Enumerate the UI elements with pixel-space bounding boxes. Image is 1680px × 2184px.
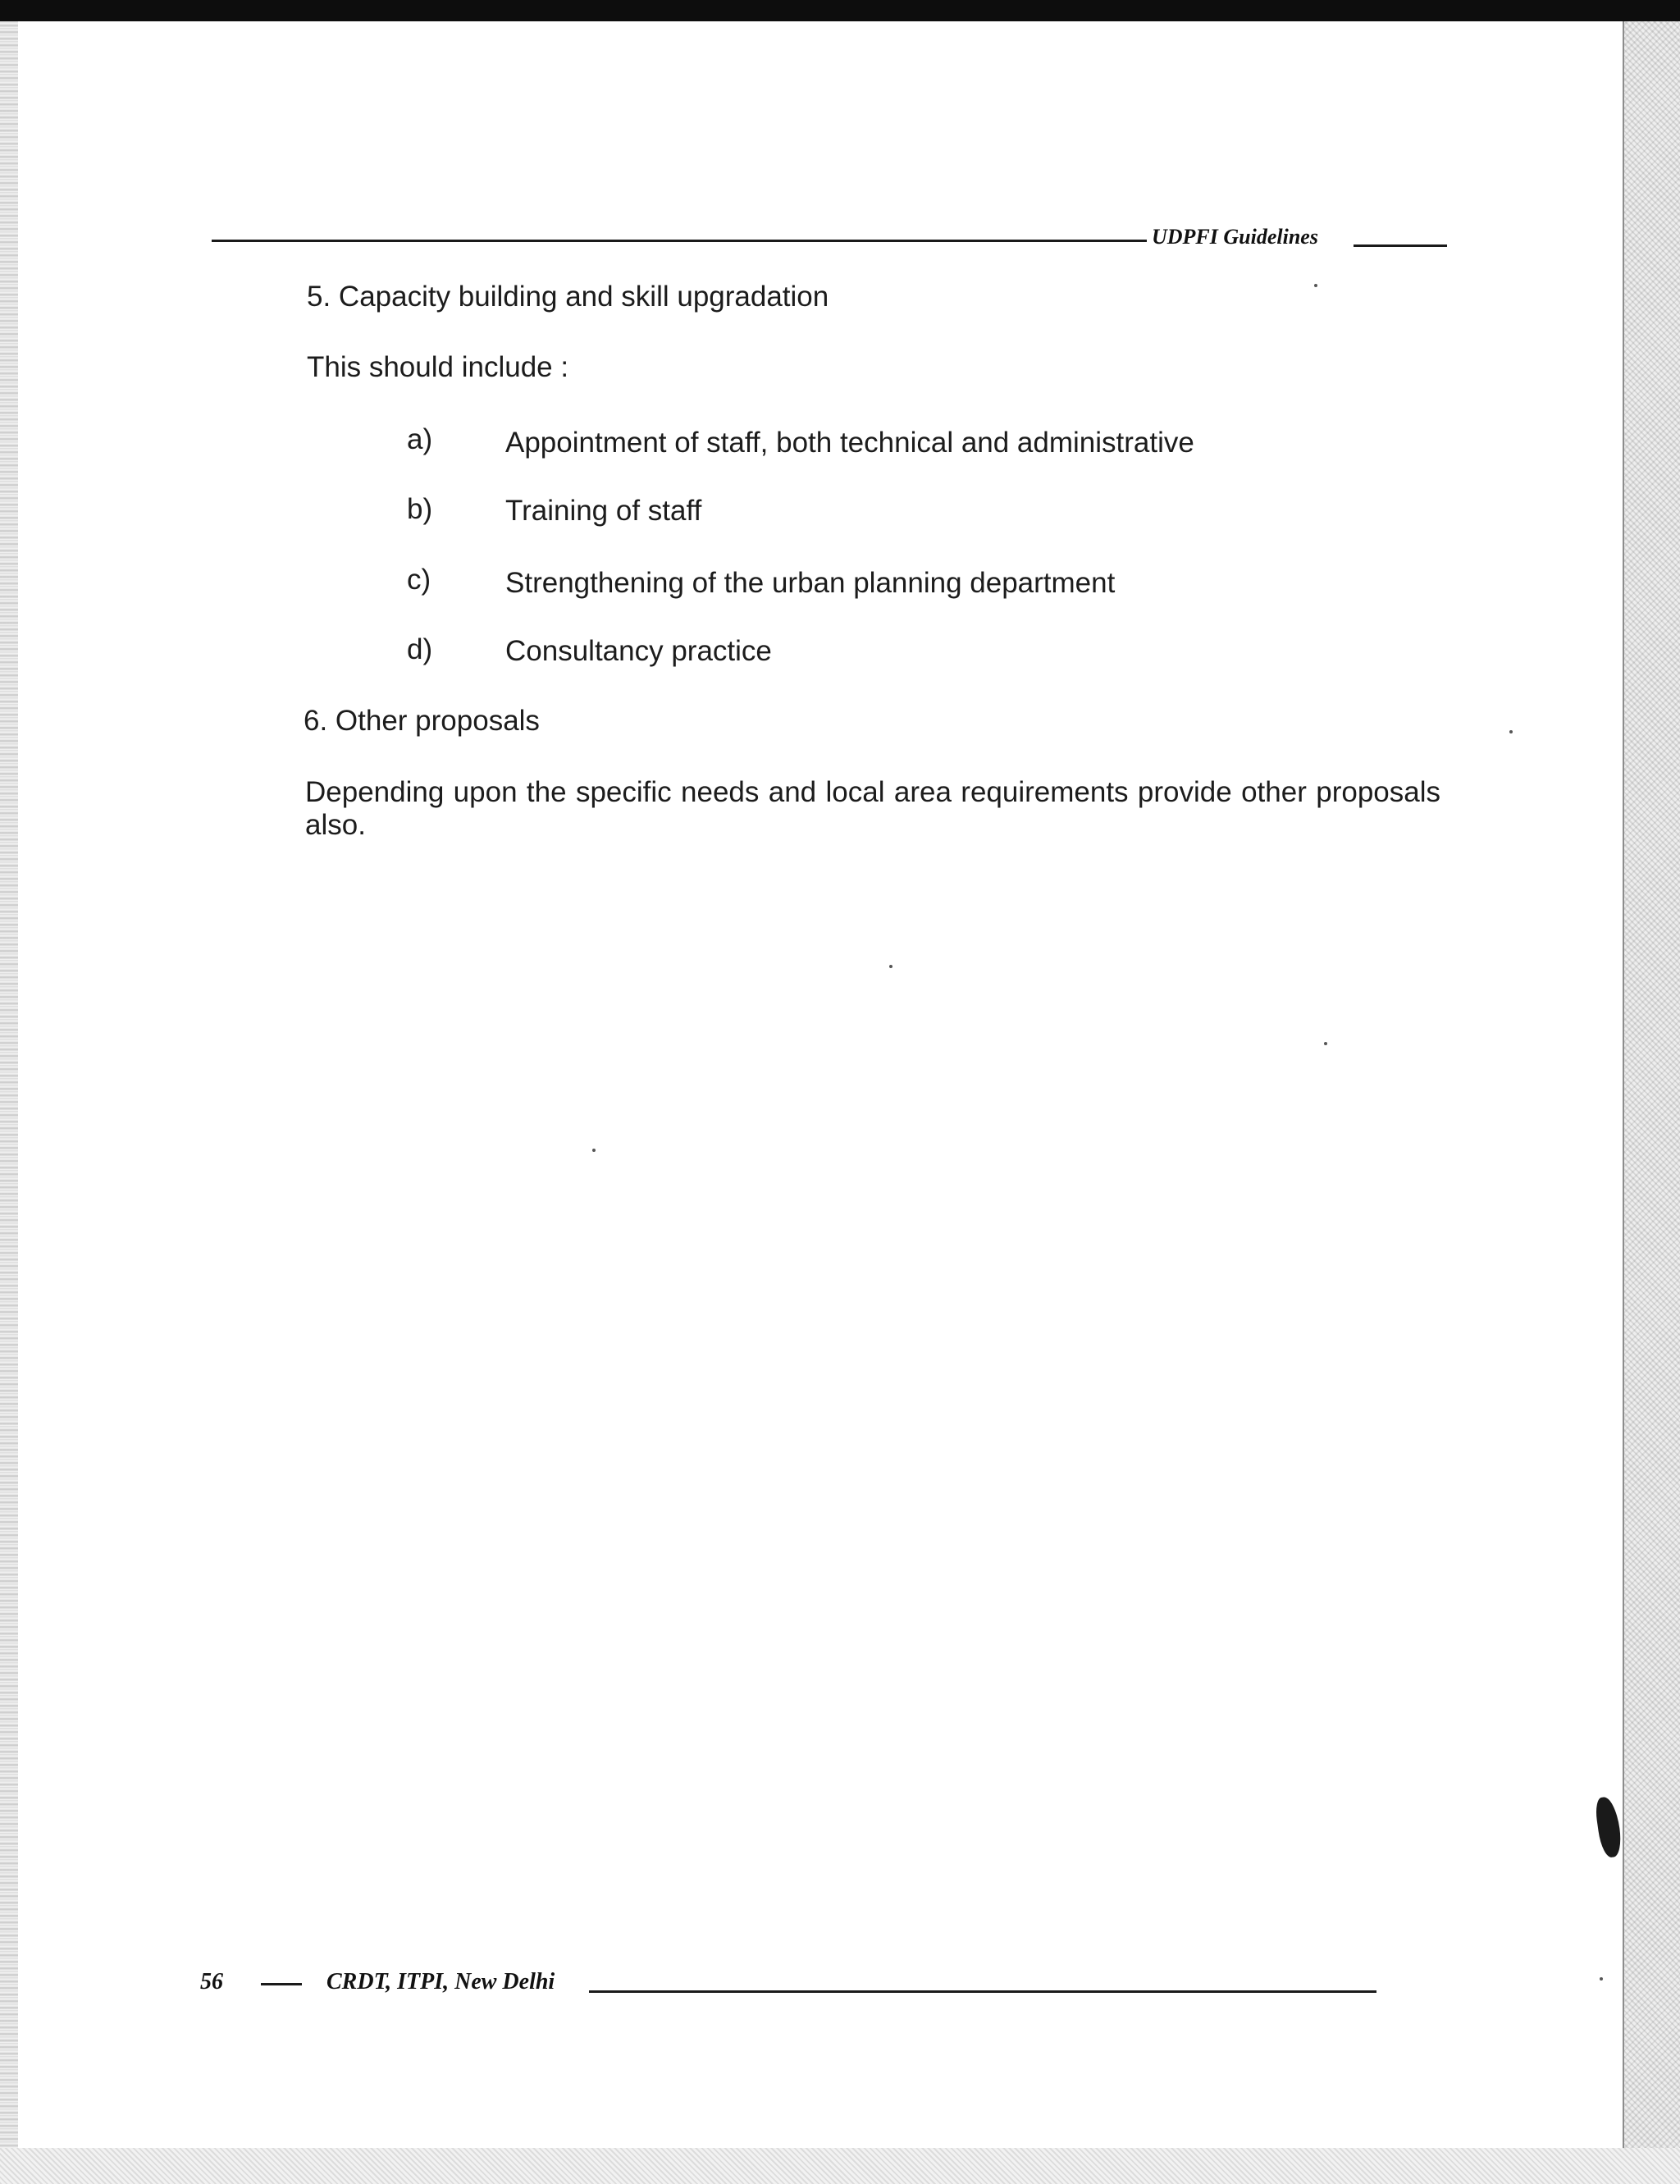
section-6-heading: 6. Other proposals [304, 705, 540, 737]
list-marker: b) [407, 493, 433, 525]
section-6-paragraph: Depending upon the specific needs and local area requirements provide other proposals also. [305, 776, 1440, 841]
list-marker: d) [407, 633, 433, 665]
list-item-text: Training of staff [505, 495, 702, 527]
header-title: UDPFI Guidelines [1152, 225, 1318, 249]
section-5-heading: 5. Capacity building and skill upgradation [307, 281, 829, 313]
running-header [212, 225, 1447, 254]
list-item-text: Appointment of staff, both technical and administrative [505, 427, 1194, 459]
scan-speck [592, 1149, 596, 1152]
scan-top-band [0, 0, 1680, 21]
running-footer [200, 1969, 1376, 1997]
header-rule-left [212, 240, 1147, 242]
page-number: 56 [200, 1969, 223, 1994]
footer-dash [261, 1983, 302, 1985]
header-rule-right [1354, 244, 1447, 247]
scan-speck [1509, 730, 1513, 733]
footer-rule [589, 1990, 1376, 1993]
document-page [18, 21, 1624, 2148]
scan-speck [1314, 284, 1317, 287]
scan-speck [1324, 1042, 1327, 1045]
footer-source: CRDT, ITPI, New Delhi [326, 1969, 555, 1994]
list-item-text: Consultancy practice [505, 635, 772, 667]
scan-left-edge [0, 21, 18, 2184]
section-5-intro: This should include : [307, 351, 569, 383]
list-marker: a) [407, 423, 433, 455]
scan-speck [889, 965, 892, 968]
scan-speck [1600, 1977, 1603, 1981]
scan-bottom-edge [0, 2148, 1680, 2184]
list-item-text: Strengthening of the urban planning department [505, 567, 1116, 599]
scan-right-edge [1623, 21, 1680, 2184]
list-marker: c) [407, 564, 431, 596]
